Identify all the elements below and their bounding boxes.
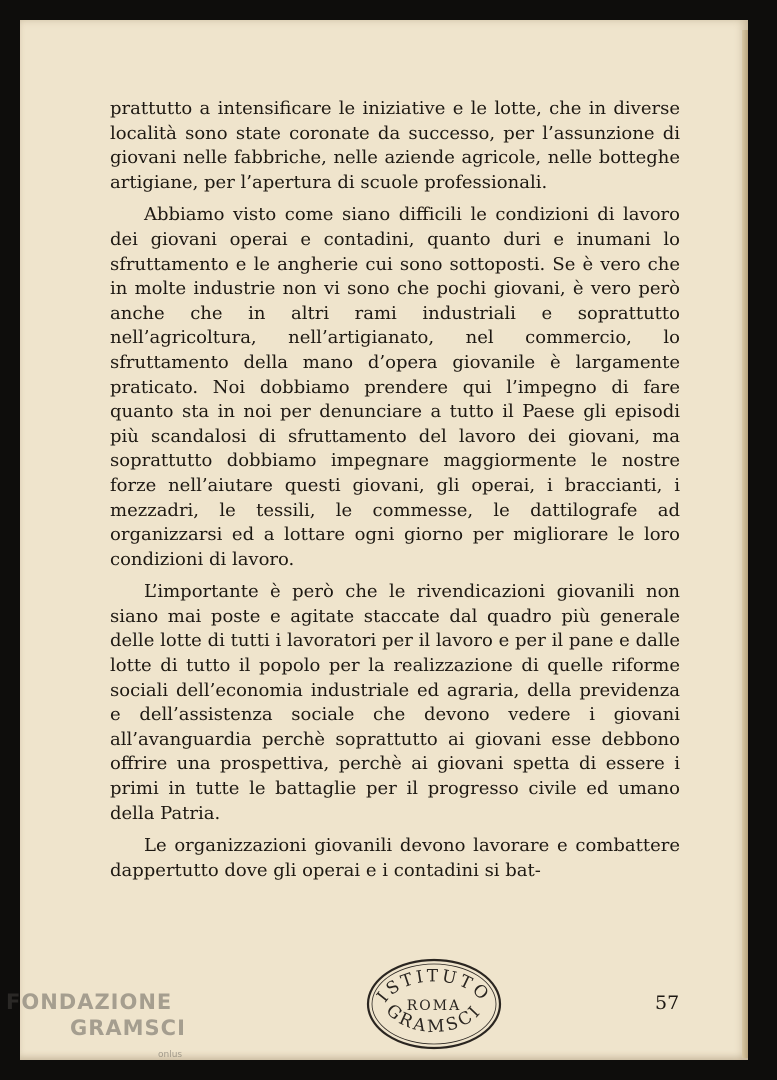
paragraph-2: Abbiamo visto come siano difficili le condizioni di lavoro dei giovani operai e contadini, quanto duri e inumani lo sfruttamento e le angherie cui sono sottoposti. Se è vero che in molte industrie non vi sono che pochi giovani, è vero però anche che in altri rami industriali e soprattutto nell’agricoltura, nell’artigianato, nel commercio, lo sfruttamento della mano d’opera giovanile è largamente praticato. Noi dobbiamo prendere qui l’impegno di fare quanto sta in noi per denunciare a tutto il Paese gli episodi più scandalosi di sfruttamento del lavoro dei giovani, ma soprattutto dobbiamo impegnare maggiormente le nostre forze nell’aiutare questi giovani, gli operai, i braccianti, i mezzadri, le tessili, le commesse, le dattilografe ad organizzarsi ed a lottare ogni giorno per migliorare le loro condizioni di lavoro. xyxy=(110,204,680,570)
istituto-gramsci-stamp xyxy=(362,954,506,1054)
paragraph-4: Le organizzazioni giovanili devono lavorare e combattere dappertutto dove gli operai e i contadini si bat- xyxy=(110,835,680,881)
stamp-middle-text: ROMA xyxy=(406,998,462,1014)
page-edge xyxy=(742,30,748,1058)
stamp-bottom-text: GRAMSCI xyxy=(381,1000,487,1038)
page-number: 57 xyxy=(655,992,680,1014)
paragraph-1: prattutto a intensificare le iniziative e le lotte, che in diverse località sono state coronate da successo, per l’assunzione di giovani nelle fabbriche, nelle aziende agricole, nelle botteghe artigiane, per l’apertura di scuole professionali. xyxy=(110,98,680,193)
stamp-top-text: ISTITUTO xyxy=(373,966,495,1007)
body-text xyxy=(110,97,680,891)
paragraph-3: L’importante è però che le rivendicazioni giovanili non siano mai poste e agitate staccate dal quadro più generale delle lotte di tutti i lavoratori per il lavoro e per il pane e dalle lotte di tutto il popolo per la realizzazione di quelle riforme sociali dell’economia industriale ed agraria, della previdenza e dell’assistenza sociale che devono vedere i giovani all’avanguardia perchè soprattutto ai giovani esse debbono offrire una prospettiva, perchè ai giovani spetta di essere i primi in tutte le battaglie per il progresso civile ed umano della Patria. xyxy=(110,581,680,824)
fondazione-gramsci-watermark xyxy=(0,990,200,1080)
watermark-line-1: FONDAZIONE xyxy=(6,990,173,1014)
watermark-line-2: GRAMSCI xyxy=(70,1016,186,1040)
watermark-small: onlus xyxy=(158,1050,183,1060)
